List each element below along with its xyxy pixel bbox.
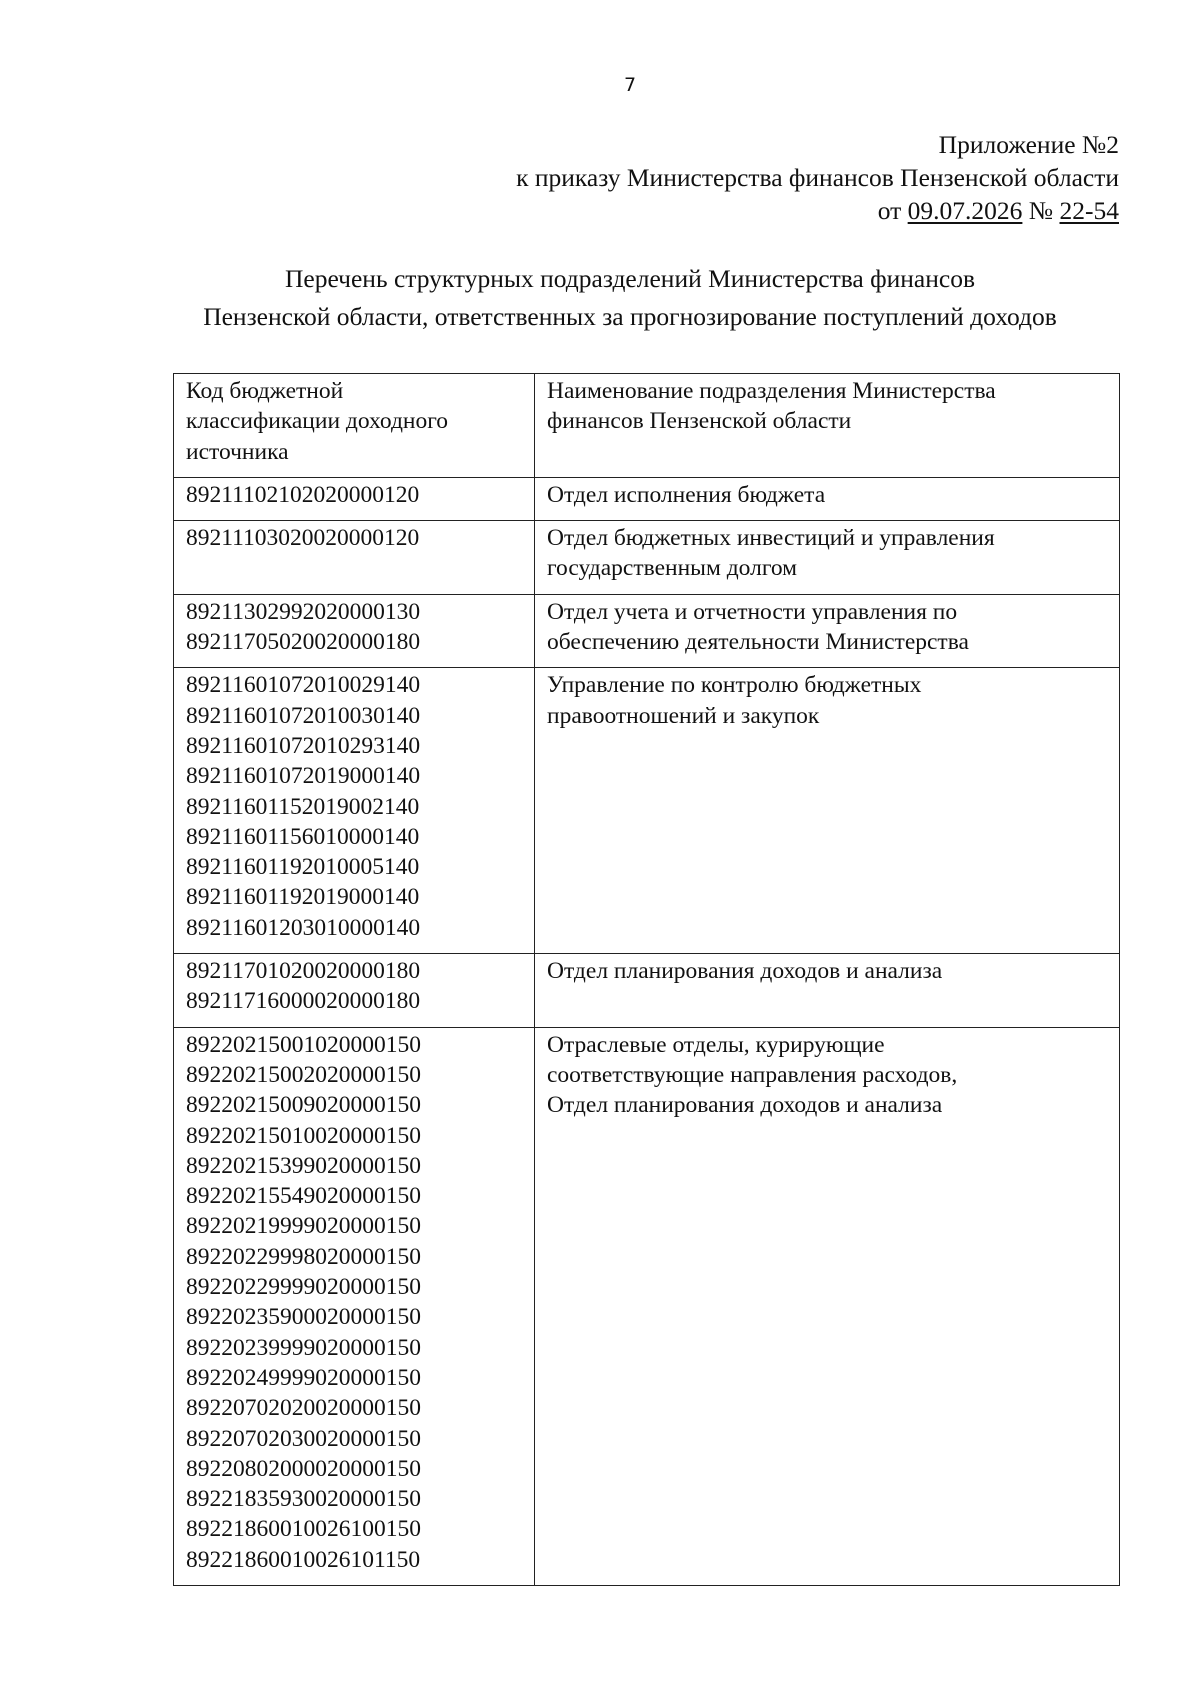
budget-code: 89220229999020000150 <box>186 1274 421 1301</box>
budget-code: 89220215549020000150 <box>186 1183 421 1210</box>
department-name-line: обеспечению деятельности Министерства <box>547 629 969 656</box>
header-code-line: классификации доходного <box>186 408 449 435</box>
header-department-line: Наименование подразделения Министерства <box>547 378 996 404</box>
budget-code: 89220215399020000150 <box>186 1152 421 1179</box>
department-name-line: Отдел планирования доходов и анализа <box>547 958 943 985</box>
budget-code: 89211705020020000180 <box>186 629 421 656</box>
department-name-line: соответствующие направления расходов, <box>547 1061 958 1088</box>
page-number: 7 <box>623 74 637 96</box>
budget-code: 89221860010026100150 <box>186 1516 421 1543</box>
budget-code: 89211601072019000140 <box>186 763 421 790</box>
budget-code: 89220235900020000150 <box>186 1304 421 1331</box>
budget-code: 89211302992020000130 <box>186 598 421 625</box>
table-row <box>174 594 1120 668</box>
code-cell <box>174 477 535 520</box>
budget-code: 89221860010026101150 <box>186 1546 421 1573</box>
header-department-line: финансов Пензенской области <box>547 408 852 435</box>
order-number: 22-54 <box>1059 196 1119 225</box>
departments-table <box>173 373 1120 1586</box>
department-cell <box>535 668 1120 954</box>
table-row <box>174 477 1120 520</box>
budget-code: 89220215001020000150 <box>186 1031 421 1058</box>
budget-code: 89211716000020000180 <box>186 988 421 1015</box>
code-cell <box>174 668 535 954</box>
budget-code: 89220219999020000150 <box>186 1213 421 1240</box>
appendix-order-reference: к приказу Министерства финансов Пензенской области <box>516 163 1119 192</box>
department-name-line: Управление по контролю бюджетных <box>547 672 922 699</box>
budget-code: 89211701020020000180 <box>186 958 421 985</box>
budget-code: 89220802000020000150 <box>186 1455 421 1482</box>
department-cell <box>535 954 1120 1028</box>
header-code-cell <box>174 374 535 478</box>
budget-code: 89211601192010005140 <box>186 854 420 881</box>
code-cell <box>174 594 535 668</box>
budget-code: 89220702020020000150 <box>186 1395 421 1422</box>
budget-code: 89211601072010029140 <box>186 672 421 699</box>
header-department-cell <box>535 374 1120 478</box>
table-header-row <box>174 374 1120 478</box>
budget-code: 89211601152019002140 <box>186 793 420 820</box>
code-cell <box>174 954 535 1028</box>
code-cell <box>174 1027 535 1585</box>
document-title-line-1: Перечень структурных подразделений Министерства финансов <box>284 264 976 293</box>
budget-code: 89211102102020000120 <box>186 481 420 508</box>
budget-code: 89220249999020000150 <box>186 1364 421 1391</box>
table-body <box>174 477 1120 1585</box>
budget-code: 89221835930020000150 <box>186 1486 421 1513</box>
budget-code: 89220215009020000150 <box>186 1092 421 1119</box>
department-name-line: Отраслевые отделы, курирующие <box>547 1031 885 1058</box>
department-name-line: Отдел учета и отчетности управления по <box>547 598 958 625</box>
department-name-line: правоотношений и закупок <box>547 702 820 729</box>
department-name-line: Отдел бюджетных инвестиций и управления <box>547 525 995 552</box>
budget-code: 89220239999020000150 <box>186 1334 421 1361</box>
department-name-line: Отдел исполнения бюджета <box>547 481 826 508</box>
department-name-line: государственным долгом <box>547 555 798 582</box>
budget-code: 89220702030020000150 <box>186 1425 421 1452</box>
appendix-date-line <box>516 194 1119 227</box>
table-row <box>174 1027 1120 1585</box>
department-name-line: Отдел планирования доходов и анализа <box>547 1092 943 1119</box>
code-cell <box>174 521 535 595</box>
order-date: 09.07.2026 <box>907 196 1023 225</box>
header-code-line: Код бюджетной <box>186 378 344 404</box>
department-cell <box>535 477 1120 520</box>
budget-code: 89220229998020000150 <box>186 1243 421 1270</box>
department-cell <box>535 594 1120 668</box>
header-code-line: источника <box>186 438 289 465</box>
appendix-title: Приложение №2 <box>938 130 1119 159</box>
budget-code: 89211601203010000140 <box>186 914 421 941</box>
appendix-block <box>516 128 1119 227</box>
budget-code: 89211601072010293140 <box>186 732 421 759</box>
table-row <box>174 521 1120 595</box>
department-cell <box>535 1027 1120 1585</box>
number-label: № <box>1028 196 1054 225</box>
budget-code: 89211103020020000120 <box>186 525 420 552</box>
document-title <box>150 260 1110 336</box>
budget-code: 89211601156010000140 <box>186 823 420 850</box>
from-label: от <box>877 196 902 225</box>
document-title-line-2: Пензенской области, ответственных за прогнозирование поступлений доходов <box>203 302 1057 331</box>
department-cell <box>535 521 1120 595</box>
budget-code: 89220215010020000150 <box>186 1122 421 1149</box>
table-row <box>174 954 1120 1028</box>
budget-code: 89220215002020000150 <box>186 1061 421 1088</box>
budget-code: 89211601192019000140 <box>186 884 420 911</box>
budget-code: 89211601072010030140 <box>186 702 421 729</box>
table-row <box>174 668 1120 954</box>
